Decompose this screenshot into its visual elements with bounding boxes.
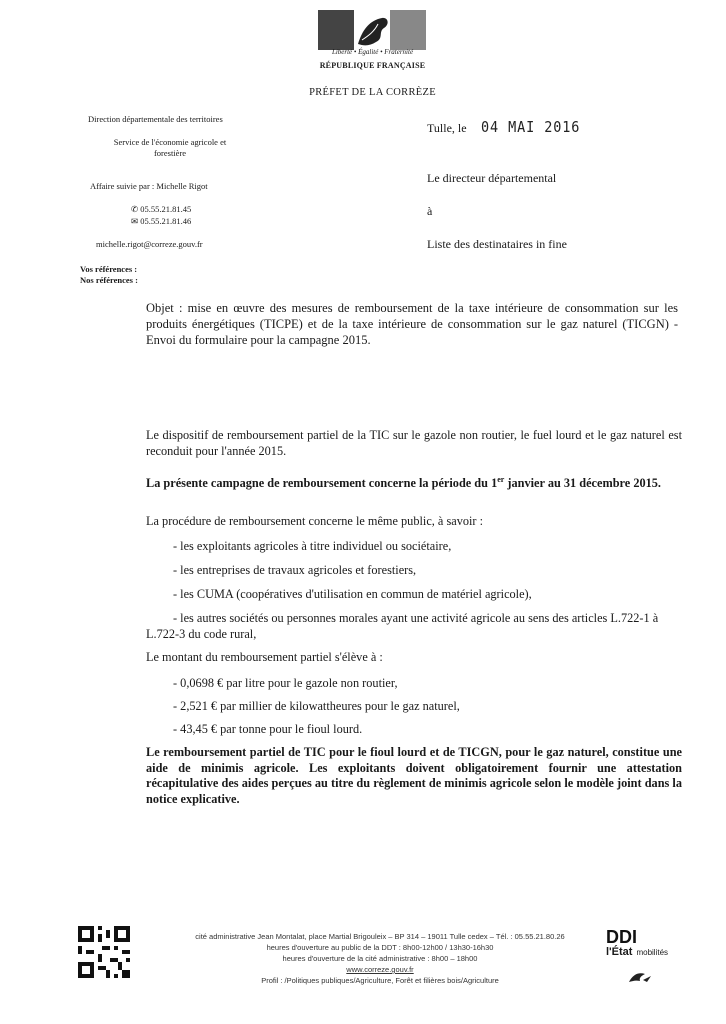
republique-francaise: RÉPUBLIQUE FRANÇAISE xyxy=(319,61,426,70)
list-item: - les entreprises de travaux agricoles et forestiers, xyxy=(173,563,417,577)
ddi-side: mobilités xyxy=(636,948,669,957)
to-label: à xyxy=(427,204,433,218)
prefet-title: PRÉFET DE LA CORRÈZE xyxy=(309,87,436,98)
footer-address: cité administrative Jean Montalat, place Martial Brigouleix – BP 314 – 19011 Tulle cedex – Tél. : 05.55.21.80.26 xyxy=(195,932,565,941)
amount-item: - 2,521 € par millier de kilowattheures pour le gaz naturel, xyxy=(173,699,460,713)
list-item: - les exploitants agricoles à titre individuel ou sociétaire, xyxy=(173,539,452,553)
period-text-a: La présente campagne de remboursement concerne la période du 1 xyxy=(146,476,498,491)
qr-code-icon xyxy=(78,926,130,978)
paragraph-period xyxy=(146,472,682,492)
date-stamp: 04 MAI 2016 xyxy=(481,118,581,136)
sender-role: Le directeur départemental xyxy=(427,171,557,185)
paragraph-intro: Le dispositif de remboursement partiel de la TIC sur le gazole non routier, le fuel lourd et le gaz naturel est reconduit pour l'année 2015. xyxy=(146,428,682,458)
recipient-list: Liste des destinataires in fine xyxy=(427,237,567,251)
list-item: - les CUMA (coopératives d'utilisation en commun de matériel agricole), xyxy=(173,587,532,601)
sender-service-line1: Service de l'économie agricole et xyxy=(113,137,227,147)
marianne-logo xyxy=(318,10,426,50)
references-block xyxy=(80,264,138,286)
footer-website-link[interactable]: www.correze.gouv.fr xyxy=(346,965,414,974)
nos-references: Nos références : xyxy=(80,275,138,285)
sender-direction: Direction départementale des territoires xyxy=(88,114,223,124)
period-superscript: er xyxy=(497,475,505,484)
bird-icon xyxy=(625,968,655,988)
sender-fax: ✉ 05.55.21.81.46 xyxy=(131,216,192,226)
list-item: - les autres sociétés ou personnes morales ayant une activité agricole au sens des articles L.722-1 à L.722-3 du code rural, xyxy=(146,611,659,641)
paragraph-public: La procédure de remboursement concerne le même public, à savoir : xyxy=(146,514,483,528)
amount-item: - 43,45 € par tonne pour le fioul lourd. xyxy=(173,722,363,736)
sender-phone: ✆ 05.55.21.81.45 xyxy=(131,204,192,214)
vos-references: Vos références : xyxy=(80,264,138,274)
amount-item: - 0,0698 € par litre pour le gazole non routier, xyxy=(173,676,398,690)
period-text-b: janvier au 31 décembre 2015. xyxy=(504,476,661,491)
sender-service xyxy=(100,137,240,159)
footer-profile-path: Profil : /Politiques publiques/Agriculture, Forêt et filières bois/Agriculture xyxy=(261,976,499,985)
ddi-logo xyxy=(606,928,678,968)
subject-line: Objet : mise en œuvre des mesures de remboursement de la taxe intérieure de consommation sur les produits énergétiques (TICPE) et de la taxe intérieure de consommation sur le gaz naturel (TICGN) - Envoi du formulaire pour la campagne 2015. xyxy=(146,301,678,347)
footer-hours-cite: heures d'ouverture de la cité administrative : 8h00 – 18h00 xyxy=(282,954,478,963)
sender-email[interactable]: michelle.rigot@correze.gouv.fr xyxy=(96,239,203,249)
sender-service-line2: forestière xyxy=(153,148,187,158)
place-date-label: Tulle, le xyxy=(427,121,467,135)
paragraph-de-minimis: Le remboursement partiel de TIC pour le fioul lourd et de TICGN, pour le gaz naturel, constitue une aide de minimis agricole. Les exploitants doivent obligatoirement fournir une attestation récapitulative des aides perçues au titre du règlement de minimis agricole selon le modèle joint dans la notice explicative. xyxy=(146,745,682,806)
paragraph-amount: Le montant du remboursement partiel s'élève à : xyxy=(146,650,383,664)
ddi-brand: DDI xyxy=(606,927,637,947)
footer-hours-ddt: heures d'ouverture au public de la DDT : 8h00-12h00 / 13h30-16h30 xyxy=(266,943,494,952)
sender-affaire: Affaire suivie par : Michelle Rigot xyxy=(90,181,208,191)
ddi-sub: l'État xyxy=(606,946,633,958)
republic-motto: Liberté • Égalité • Fraternité xyxy=(331,48,414,56)
